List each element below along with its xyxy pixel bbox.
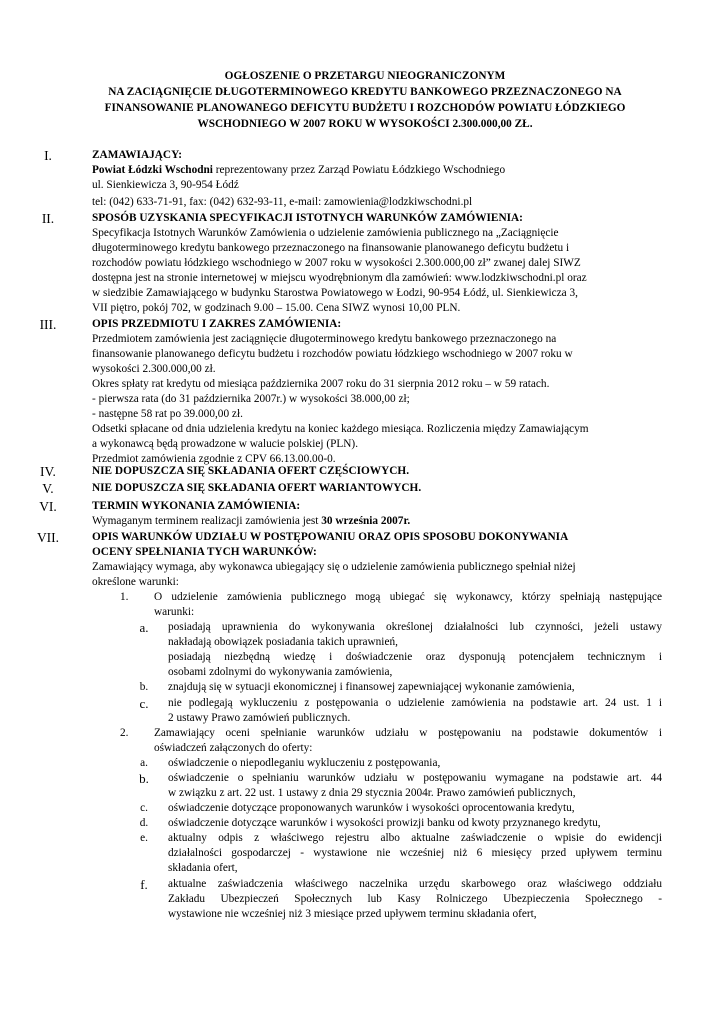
paragraph-line: wystawione nie wcześniej niż 3 miesiące przed upływem terminu składania ofert, [168, 908, 537, 920]
list-letter: f. [140, 877, 148, 892]
paragraph-line: posiadają uprawnienia do wykonywania określonej działalności lub czynności, jeżeli ustawy [168, 621, 662, 633]
list-item [154, 590, 662, 620]
section-body [92, 211, 670, 316]
deadline-date: 30 września 2007r. [321, 515, 411, 527]
paragraph-line: wysokości 2.300.000,00 zł. [92, 363, 216, 375]
section-heading: OPIS WARUNKÓW UDZIAŁU W POSTĘPOWANIU ORAZ OPIS SPOSOBU DOKONYWANIA [92, 531, 569, 543]
section-number: V. [42, 481, 54, 496]
paragraph-line: oświadczenie o niepodleganiu wykluczeniu z postępowania, [168, 757, 441, 769]
paragraph-line: długoterminowego kredytu bankowego przeznaczonego na finansowanie planowanego deficytu budżetu i [92, 242, 570, 254]
list-letter: b. [139, 681, 149, 693]
list-item [168, 831, 662, 876]
list-letter: e. [140, 832, 148, 844]
section-number: I. [44, 148, 52, 163]
paragraph-line: Zamawiający oceni spełnianie warunków udziału w postępowaniu na podstawie dokumentów i [154, 727, 662, 739]
paragraph-line: 2 ustawy Prawo zamówień publicznych. [168, 712, 351, 724]
deadline-text: Wymaganym terminem realizacji zamówienia jest [92, 515, 322, 527]
section-heading: NIE DOPUSZCZA SIĘ SKŁADANIA OFERT CZĘŚCIOWYCH. [92, 465, 410, 477]
paragraph-line: - pierwsza rata (do 31 października 2007r.) w wysokości 38.000,00 zł; [92, 393, 410, 405]
paragraph-line: w siedzibie Zamawiającego w budynku Starostwa Powiatowego w Łodzi, 90-954 Łódź, ul. Sienkiewicza 3, [92, 287, 578, 299]
section-heading: TERMIN WYKONANIA ZAMÓWIENIA: [92, 500, 301, 512]
document-title [60, 68, 670, 132]
title-line: FINANSOWANIE PLANOWANEGO DEFICYTU BUDŻETU I ROZCHODÓW POWIATU ŁÓDZKIEGO [104, 102, 626, 114]
paragraph-line: a wykonawcą będą prowadzone w walucie polskiej (PLN). [92, 438, 359, 450]
paragraph-line: składania ofert, [168, 862, 238, 874]
list-item [168, 877, 662, 922]
paragraph-line: określone warunki: [92, 576, 179, 588]
paragraph-line: Zakładu Ubezpieczeń Społecznych lub Kasy Rolniczego Ubezpieczenia Społecznego - [168, 893, 662, 905]
section-heading: OCENY SPEŁNIANIA TYCH WARUNKÓW: [92, 546, 317, 558]
paragraph-line: Zamawiający wymaga, aby wykonawca ubiegający się o udzielenie zamówienia publicznego spełniał niżej [92, 561, 576, 573]
section-body [92, 481, 670, 496]
paragraph-line: warunki: [154, 606, 195, 618]
paragraph-line: posiadają niezbędną wiedzę i doświadczenie oraz dysponują potencjałem technicznym i [168, 651, 662, 663]
paragraph-line: aktualne zaświadczenia właściwego naczelnika urzędu skarbowego oraz właściwego oddziału [168, 878, 662, 890]
organization-name: Powiat Łódzki Wschodni [92, 164, 213, 176]
paragraph-line: Odsetki spłacane od dnia udzielenia kredytu na koniec każdego miesiąca. Rozliczenia między Zamawiającym [92, 423, 589, 435]
paragraph-line: - następne 58 rat po 39.000,00 zł. [92, 408, 243, 420]
list-letter: b. [139, 771, 149, 786]
address: ul. Sienkiewicza 3, 90-954 Łódź [92, 179, 239, 191]
section-heading: ZAMAWIAJĄCY: [92, 149, 182, 161]
paragraph-line: Specyfikacja Istotnych Warunków Zamówienia o udzielenie zamówienia publicznego na „Zaciągnięcie [92, 227, 559, 239]
list-letter: a. [140, 757, 148, 769]
title-line: WSCHODNIEGO W 2007 ROKU W WYSOKOŚCI 2.300.000,00 ZŁ. [197, 118, 533, 130]
paragraph-line: aktualny odpis z właściwego rejestru albo aktualne zaświadczenie o wpisie do ewidencji [168, 832, 662, 844]
list-number: 2. [120, 727, 129, 739]
section-heading: NIE DOPUSZCZA SIĘ SKŁADANIA OFERT WARIANTOWYCH. [92, 482, 422, 494]
section-number: IV. [40, 464, 56, 479]
list-letter: c. [140, 802, 148, 814]
paragraph-line: O udzielenie zamówienia publicznego mogą ubiegać się wykonawcy, którzy spełniają następujące [154, 591, 662, 603]
list-item [168, 816, 662, 831]
section-heading: SPOSÓB UZYSKANIA SPECYFIKACJI ISTOTNYCH WARUNKÓW ZAMÓWIENIA: [92, 212, 523, 224]
section-body [92, 317, 670, 467]
title-line: NA ZACIĄGNIĘCIE DŁUGOTERMINOWEGO KREDYTU BANKOWEGO PRZEZNACZONEGO NA [108, 86, 622, 98]
section-number: VI. [39, 499, 57, 514]
list-item [168, 801, 662, 816]
paragraph-line: rozchodów powiatu łódzkiego wschodniego w 2007 roku w wysokości 2.300.000,00 zł” zwanej dalej SIWZ [92, 257, 581, 269]
section-body [92, 464, 670, 479]
section-number: II. [41, 211, 55, 226]
list-letter: a. [139, 620, 149, 635]
list-item [168, 756, 662, 771]
paragraph-line: oświadczenie o spełnianiu warunków udziału w postępowaniu wymagane na podstawie art. 44 [168, 772, 662, 784]
paragraph-line: Okres spłaty rat kredytu od miesiąca października 2007 roku do 31 sierpnia 2012 roku – w 59 ratach. [92, 378, 550, 390]
paragraph-line: Przedmiot zamówienia zgodnie z CPV 66.13.00.00-0. [92, 453, 336, 465]
list-item [154, 726, 662, 756]
section-body [92, 530, 670, 590]
organization-representation: reprezentowany przez Zarząd Powiatu Łódzkiego Wschodniego [212, 164, 506, 176]
list-item [168, 771, 662, 801]
paragraph-line: działalności gospodarczej - wystawione nie wcześniej niż 6 miesięcy przed upływem terminu [168, 847, 662, 859]
section-heading: OPIS PRZEDMIOTU I ZAKRES ZAMÓWIENIA: [92, 318, 342, 330]
section-number: VII. [36, 530, 60, 545]
paragraph-line: oświadczenie dotyczące proponowanych warunków i wysokości oprocentowania kredytu, [168, 802, 575, 814]
paragraph-line: Przedmiotem zamówienia jest zaciągnięcie długoterminowego kredytu bankowego przeznaczonego na [92, 333, 557, 345]
list-letter: d. [139, 817, 149, 829]
list-number: 1. [120, 591, 129, 603]
paragraph-line: nakładają obowiązek posiadania takich uprawnień, [168, 636, 398, 648]
contact-info: tel: (042) 633-71-91, fax: (042) 632-93-11, e-mail: zamowienia@lodzkiwschodni.pl [92, 196, 473, 208]
section-number: III. [39, 317, 57, 332]
list-item [168, 620, 662, 680]
list-letter: c. [139, 696, 149, 711]
paragraph-line: VII piętro, pokój 702, w godzinach 9.00 – 15.00. Cena SIWZ wynosi 10,00 PLN. [92, 302, 461, 314]
paragraph-line: dostępna jest na stronie internetowej w miejscu wyodrębnionym dla zamówień: www.lodzkiwschodni.pl oraz [92, 272, 587, 284]
list-item [168, 696, 662, 726]
section-body [92, 148, 670, 210]
paragraph-line: osobami zdolnymi do wykonywania zamówienia, [168, 666, 393, 678]
paragraph-line: nie podlegają wykluczeniu z postępowania o udzielenie zamówienia na podstawie art. 24 ust. 1 i [168, 697, 662, 709]
title-line: OGŁOSZENIE O PRZETARGU NIEOGRANICZONYM [224, 70, 506, 82]
section-body [92, 499, 670, 529]
list-item [168, 680, 662, 695]
paragraph-line: finansowanie planowanego deficytu budżetu i rozchodów powiatu łódzkiego wschodniego w 2007 roku w [92, 348, 573, 360]
paragraph-line: w związku z art. 22 ust. 1 ustawy z dnia 29 stycznia 2004r. Prawo zamówień publicznych, [168, 787, 576, 799]
paragraph-line: oświadczenie dotyczące warunków i wysokości prowizji banku od kwoty przyznanego kredytu, [168, 817, 601, 829]
paragraph-line: znajdują się w sytuacji ekonomicznej i finansowej zapewniającej wykonanie zamówienia, [168, 681, 575, 693]
paragraph-line: oświadczeń załączonych do oferty: [154, 742, 313, 754]
